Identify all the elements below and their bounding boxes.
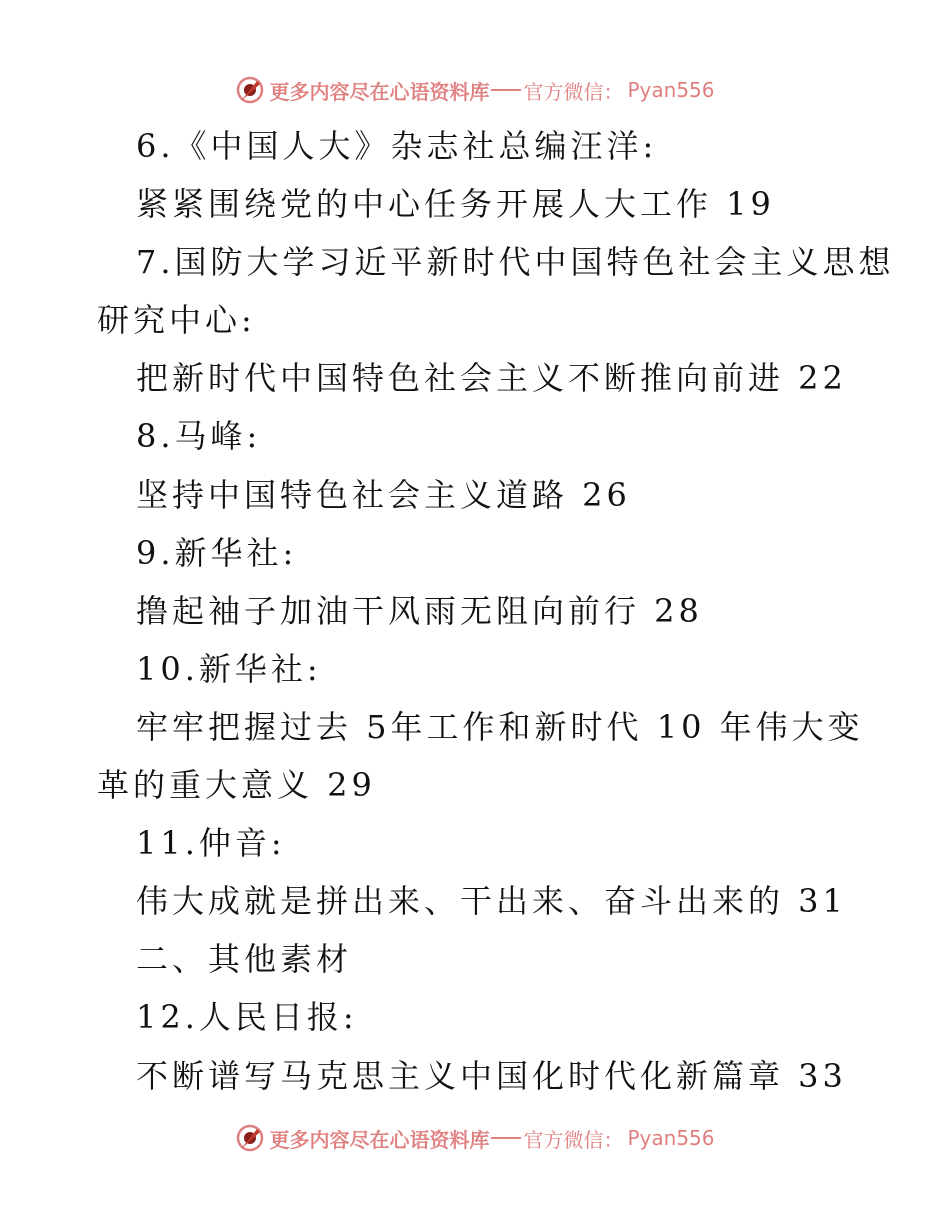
toc-line: 10.新华社:	[136, 649, 322, 688]
toc-line: 紧紧围绕党的中心任务开展人大工作 19	[136, 185, 775, 224]
toc-line: 把新时代中国特色社会主义不断推向前进 22	[136, 359, 847, 398]
toc-line: 牢牢把握过去 5年工作和新时代 10 年伟大变	[136, 707, 864, 746]
header-banner-text: 更多内容尽在心语资料库	[269, 79, 490, 104]
header-wechat-id: Pyan556	[627, 78, 715, 102]
footer-wechat-label: 官方微信：	[523, 1127, 624, 1152]
toc-line: 11.仲音:	[136, 824, 286, 863]
quill-logo-icon	[235, 1123, 265, 1153]
toc-line: 伟大成就是拼出来、干出来、奋斗出来的 31	[136, 882, 847, 921]
quill-logo-icon	[235, 75, 265, 105]
header-wechat-label: 官方微信：	[523, 79, 624, 104]
toc-line: 6.《中国人大》杂志社总编汪洋:	[136, 127, 658, 165]
toc-line: 12.人民日报:	[136, 998, 358, 1037]
toc-line: 二、其他素材	[136, 940, 353, 979]
toc-line: 革的重大意义 29	[97, 766, 376, 805]
footer-banner-separator	[491, 1137, 521, 1139]
toc-line: 坚持中国特色社会主义道路 26	[136, 475, 631, 514]
table-of-contents	[0, 117, 950, 1105]
header-banner-separator	[491, 89, 521, 91]
toc-line: 9.新华社:	[136, 533, 298, 572]
footer-banner-text: 更多内容尽在心语资料库	[269, 1127, 490, 1152]
footer-wechat-id: Pyan556	[627, 1126, 715, 1150]
toc-line: 8.马峰:	[136, 417, 262, 456]
footer-banner	[0, 1118, 950, 1158]
toc-line: 撸起袖子加油干风雨无阻向前行 28	[136, 591, 703, 630]
toc-line: 研究中心:	[97, 301, 256, 340]
header-banner	[0, 70, 950, 110]
toc-line: 7.国防大学习近平新时代中国特色社会主义思想	[136, 243, 895, 282]
toc-line: 不断谱写马克思主义中国化时代化新篇章 33	[136, 1056, 847, 1095]
